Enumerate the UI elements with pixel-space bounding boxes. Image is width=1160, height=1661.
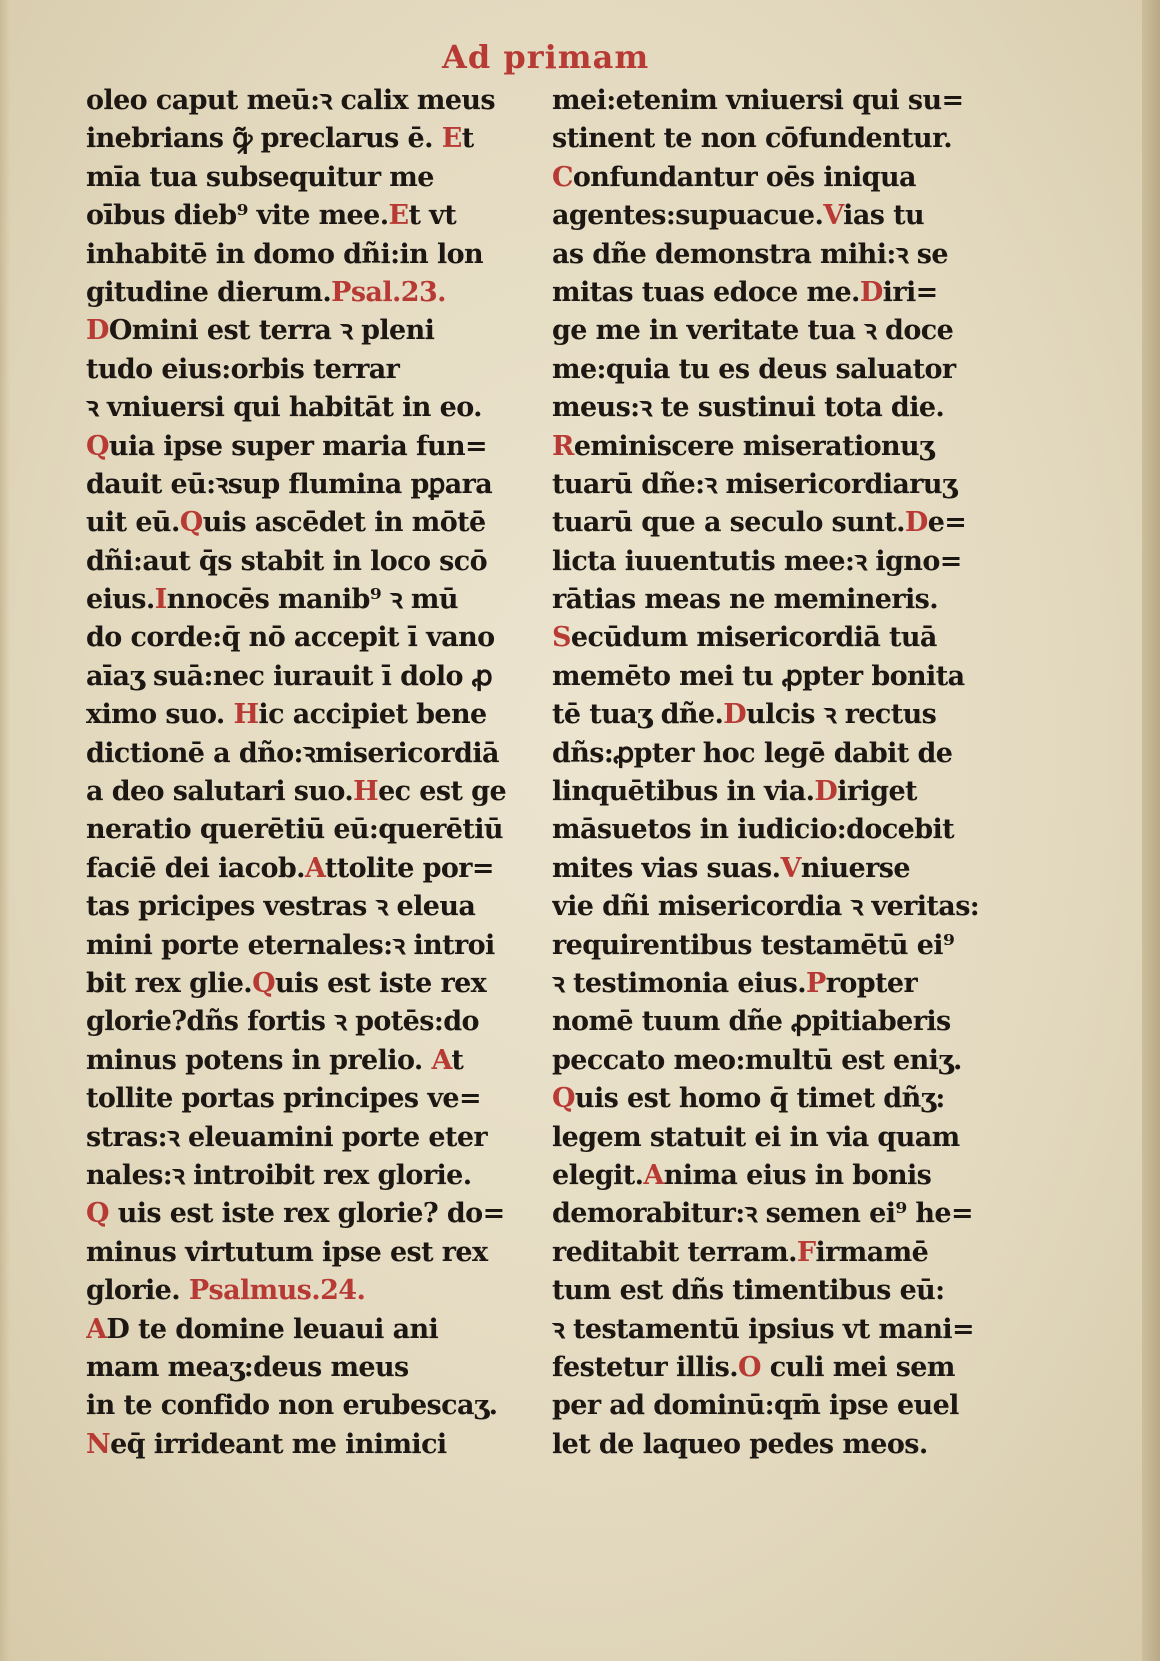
text-line (552, 1003, 992, 1041)
text-segment: dictionē a dño:ꝛmisericordiā (86, 737, 499, 769)
rubric-text: A (304, 852, 325, 884)
text-line (552, 581, 992, 619)
text-segment: iriget (837, 776, 917, 808)
text-line (552, 1042, 992, 1080)
text-segment: per ad dominū:qm̄ ipse euel (552, 1390, 959, 1422)
text-line (552, 1157, 992, 1195)
text-segment: me:quia tu es deus saluator (552, 353, 956, 385)
text-line (552, 658, 992, 696)
text-segment: linquētibus in via. (552, 776, 815, 808)
text-segment: ꝛ testamentū ipsius vt mani= (552, 1313, 975, 1345)
text-segment: minus virtutum ipse est rex (86, 1236, 488, 1268)
rubric-text: N (86, 1428, 111, 1460)
text-line (552, 236, 992, 274)
rubric-text: D (859, 276, 883, 308)
text-line (552, 466, 992, 504)
text-segment: uis est iste rex glorie? do= (108, 1198, 505, 1230)
text-line (552, 274, 992, 312)
text-segment: nnocēs manib⁹ ꝛ mū (166, 584, 458, 616)
text-line (552, 1234, 992, 1272)
text-line (86, 466, 526, 504)
text-line (86, 197, 526, 235)
text-segment: requirentibus testamētū ei⁹ (552, 929, 955, 961)
text-segment: in te confido non erubescaʒ. (86, 1390, 498, 1422)
text-line (86, 543, 526, 581)
text-segment: faciē dei iacob. (86, 852, 305, 884)
text-line (86, 1157, 526, 1195)
text-line (86, 735, 526, 773)
text-line (86, 965, 526, 1003)
text-line (552, 389, 992, 427)
text-segment: niuerse (800, 852, 910, 884)
text-line (86, 1234, 526, 1272)
text-segment: nales:ꝛ introibit rex glorie. (86, 1159, 472, 1191)
text-line (86, 1042, 526, 1080)
text-segment: māsuetos in iudicio:docebit (552, 814, 955, 846)
text-segment: glorie?dñs fortis ꝛ potēs:do (86, 1006, 479, 1038)
rubric-text: E (388, 200, 409, 232)
text-segment: ecūdum misericordiā tuā (570, 622, 937, 654)
text-line (552, 312, 992, 350)
rubric-text: Psalmus.24. (188, 1275, 366, 1307)
text-segment: aīaʒ suā:nec iurauit ī dolo ꝓ (86, 660, 493, 692)
text-segment: ttolite por= (324, 852, 494, 884)
running-head: Ad primam (442, 38, 650, 76)
text-segment: onfundantur oēs iniqua (572, 161, 916, 193)
text-segment: eminiscere miserationuʒ (573, 430, 934, 462)
rubric-text: D (723, 699, 747, 731)
text-segment: Omini est terra ꝛ pleni (108, 315, 435, 347)
text-segment: iri= (882, 276, 938, 308)
rubric-text: Q (252, 967, 276, 999)
text-line (552, 428, 992, 466)
text-line (552, 619, 992, 657)
text-line (86, 1311, 526, 1349)
text-segment: as dñe demonstra mihi:ꝛ se (552, 238, 948, 270)
page-edge-left (0, 0, 10, 1661)
text-segment: mitas tuas edoce me. (552, 276, 860, 308)
text-line (86, 773, 526, 811)
text-segment: ic accipiet bene (258, 699, 487, 731)
text-segment: festetur illis. (552, 1351, 738, 1383)
text-segment: do corde:q̄ nō accepit ī vano (86, 622, 495, 654)
text-line (86, 312, 526, 350)
text-line (552, 1387, 992, 1425)
text-segment: ias tu (843, 200, 925, 232)
text-segment: mites vias suas. (552, 852, 781, 884)
text-line (552, 351, 992, 389)
text-segment: mam meaʒ:deus meus (86, 1351, 409, 1383)
text-segment: neratio querētiū eū:querētiū (86, 814, 503, 846)
text-line (86, 581, 526, 619)
text-segment: inhabitē in domo dñi:in lon (86, 238, 484, 270)
text-segment: gitudine dierum. (86, 276, 332, 308)
text-segment: tas pricipes vestras ꝛ eleua (86, 891, 476, 923)
rubric-text: Q (552, 1083, 575, 1115)
text-line (552, 120, 992, 158)
rubric-text: E (441, 123, 462, 155)
text-segment: oleo caput meū:ꝛ calix meus (86, 85, 496, 116)
text-segment: mei:etenim vniuersi qui su= (552, 85, 964, 116)
text-line (552, 888, 992, 926)
text-segment: eius. (86, 584, 155, 616)
text-line (552, 1311, 992, 1349)
text-segment: t (461, 123, 474, 155)
text-segment: tum est dñs timentibus eū: (552, 1275, 945, 1307)
text-line (552, 927, 992, 965)
text-segment: peccato meo:multū est eniʒ. (552, 1044, 962, 1076)
text-segment: meus:ꝛ te sustinui tota die. (552, 392, 945, 424)
text-line (552, 773, 992, 811)
text-line (86, 1119, 526, 1157)
text-line (552, 543, 992, 581)
text-line (86, 428, 526, 466)
text-segment: agentes:supuacue. (552, 200, 824, 232)
rubric-text: A (86, 1313, 107, 1345)
text-segment: licta iuuentutis mee:ꝛ igno= (552, 545, 962, 577)
text-segment: D te domine leuaui ani (106, 1313, 439, 1345)
rubric-text: Q (179, 507, 203, 539)
text-line (86, 120, 526, 158)
text-line (86, 888, 526, 926)
text-line (552, 197, 992, 235)
text-segment: ulcis ꝛ rectus (746, 699, 937, 731)
text-line (86, 1426, 526, 1464)
text-line (552, 850, 992, 888)
text-segment: nomē tuum dñe ꝓpitiaberis (552, 1006, 951, 1038)
text-segment: elegit. (552, 1159, 644, 1191)
text-segment: t vt (408, 200, 457, 232)
text-line (552, 696, 992, 734)
text-segment: uis est iste rex (275, 967, 487, 999)
text-line (86, 1349, 526, 1387)
text-segment: tē tuaʒ dñe. (552, 699, 724, 731)
text-segment: ximo suo. (86, 699, 234, 731)
text-line (552, 159, 992, 197)
text-segment: tudo eius:orbis terrar (86, 353, 400, 385)
text-segment: ge me in veritate tua ꝛ doce (552, 315, 954, 347)
text-segment: legem statuit ei in via quam (552, 1121, 960, 1153)
text-segment: dñi:aut q̄s stabit in loco scō (86, 545, 488, 577)
text-segment: culi mei sem (760, 1351, 955, 1383)
text-segment: ec est ge (378, 776, 507, 808)
text-line (86, 927, 526, 965)
rubric-text: D (904, 507, 928, 539)
text-segment: eq̄ irrideant me inimici (110, 1428, 447, 1460)
rubric-text: Psal.23. (331, 276, 446, 308)
text-segment: bit rex glie. (86, 967, 253, 999)
text-line (86, 619, 526, 657)
text-segment: oībus dieb⁹ vite mee. (86, 200, 389, 232)
rubric-text: A (643, 1159, 664, 1191)
text-line (86, 1080, 526, 1118)
text-segment: ropter (825, 967, 918, 999)
page-edge-right (1142, 0, 1160, 1661)
text-segment: tuarū que a seculo sunt. (552, 507, 905, 539)
rubric-text: F (796, 1236, 816, 1268)
text-segment: e= (927, 507, 967, 539)
text-segment: dñs:ꝓpter hoc legē dabit de (552, 737, 953, 769)
text-line (552, 1195, 992, 1233)
rubric-text: A (431, 1044, 452, 1076)
text-line (552, 735, 992, 773)
text-line (552, 504, 992, 542)
text-segment: ꝛ testimonia eius. (552, 967, 807, 999)
text-line (86, 236, 526, 274)
text-line (86, 504, 526, 542)
rubric-text: S (552, 622, 571, 654)
rubric-text: V (823, 200, 844, 232)
text-line (86, 389, 526, 427)
text-line (552, 811, 992, 849)
rubric-text: D (814, 776, 838, 808)
text-segment: ꝛ vniuersi qui habitāt in eo. (86, 392, 482, 424)
text-line (86, 696, 526, 734)
text-segment: stinent te non cōfundentur. (552, 123, 953, 155)
text-segment: uia ipse super maria fun= (108, 430, 488, 462)
text-line (552, 1080, 992, 1118)
rubric-text: Q (86, 1198, 109, 1230)
text-line (552, 1426, 992, 1464)
text-segment: irmamē (815, 1236, 929, 1268)
rubric-text: R (552, 430, 574, 462)
text-line (552, 965, 992, 1003)
left-text-column (86, 82, 526, 1464)
text-segment: let de laqueo pedes meos. (552, 1428, 928, 1460)
text-segment: uis ascēdet in mōtē (202, 507, 486, 539)
text-line (86, 159, 526, 197)
text-segment: stras:ꝛ eleuamini porte eter (86, 1121, 488, 1153)
text-line (86, 351, 526, 389)
text-segment: inebrians ꝙ̃ preclarus ē. (86, 123, 442, 155)
text-segment: tollite portas principes ve= (86, 1083, 482, 1115)
text-line (552, 1349, 992, 1387)
text-segment: vie dñi misericordia ꝛ veritas: (552, 891, 980, 923)
text-line (86, 82, 526, 120)
text-segment: a deo salutari suo. (86, 776, 354, 808)
text-segment: nima eius in bonis (663, 1159, 932, 1191)
text-segment: reditabit terram. (552, 1236, 797, 1268)
text-line (552, 1119, 992, 1157)
text-segment: t (451, 1044, 464, 1076)
text-line (86, 1195, 526, 1233)
text-segment: mīa tua subsequitur me (86, 161, 434, 193)
text-segment: mini porte eternales:ꝛ introi (86, 929, 495, 961)
text-segment: minus potens in prelio. (86, 1044, 432, 1076)
text-segment: uis est homo q̄ timet dñʒ: (574, 1083, 945, 1115)
text-line (552, 1272, 992, 1310)
text-segment: memēto mei tu ꝓpter bonita (552, 660, 965, 692)
rubric-text: P (806, 967, 826, 999)
text-line (86, 274, 526, 312)
rubric-text: V (780, 852, 801, 884)
rubric-text: H (233, 699, 259, 731)
text-segment: dauit eū:ꝛsup flumina pꝑara (86, 468, 493, 500)
text-line (86, 811, 526, 849)
text-segment: glorie. (86, 1275, 189, 1307)
text-line (86, 658, 526, 696)
text-line (552, 82, 992, 120)
text-segment: uit eū. (86, 507, 180, 539)
rubric-text: C (552, 161, 573, 193)
text-line (86, 1003, 526, 1041)
text-line (86, 850, 526, 888)
text-line (86, 1387, 526, 1425)
rubric-text: O (738, 1351, 761, 1383)
rubric-text: Q (86, 430, 109, 462)
rubric-text: D (86, 315, 109, 347)
text-segment: tuarū dñe:ꝛ misericordiaruʒ (552, 468, 957, 500)
rubric-text: I (154, 584, 167, 616)
right-text-column (552, 82, 992, 1464)
rubric-text: H (353, 776, 379, 808)
text-line (86, 1272, 526, 1310)
text-segment: rātias meas ne memineris. (552, 584, 939, 616)
text-segment: demorabitur:ꝛ semen ei⁹ he= (552, 1198, 974, 1230)
